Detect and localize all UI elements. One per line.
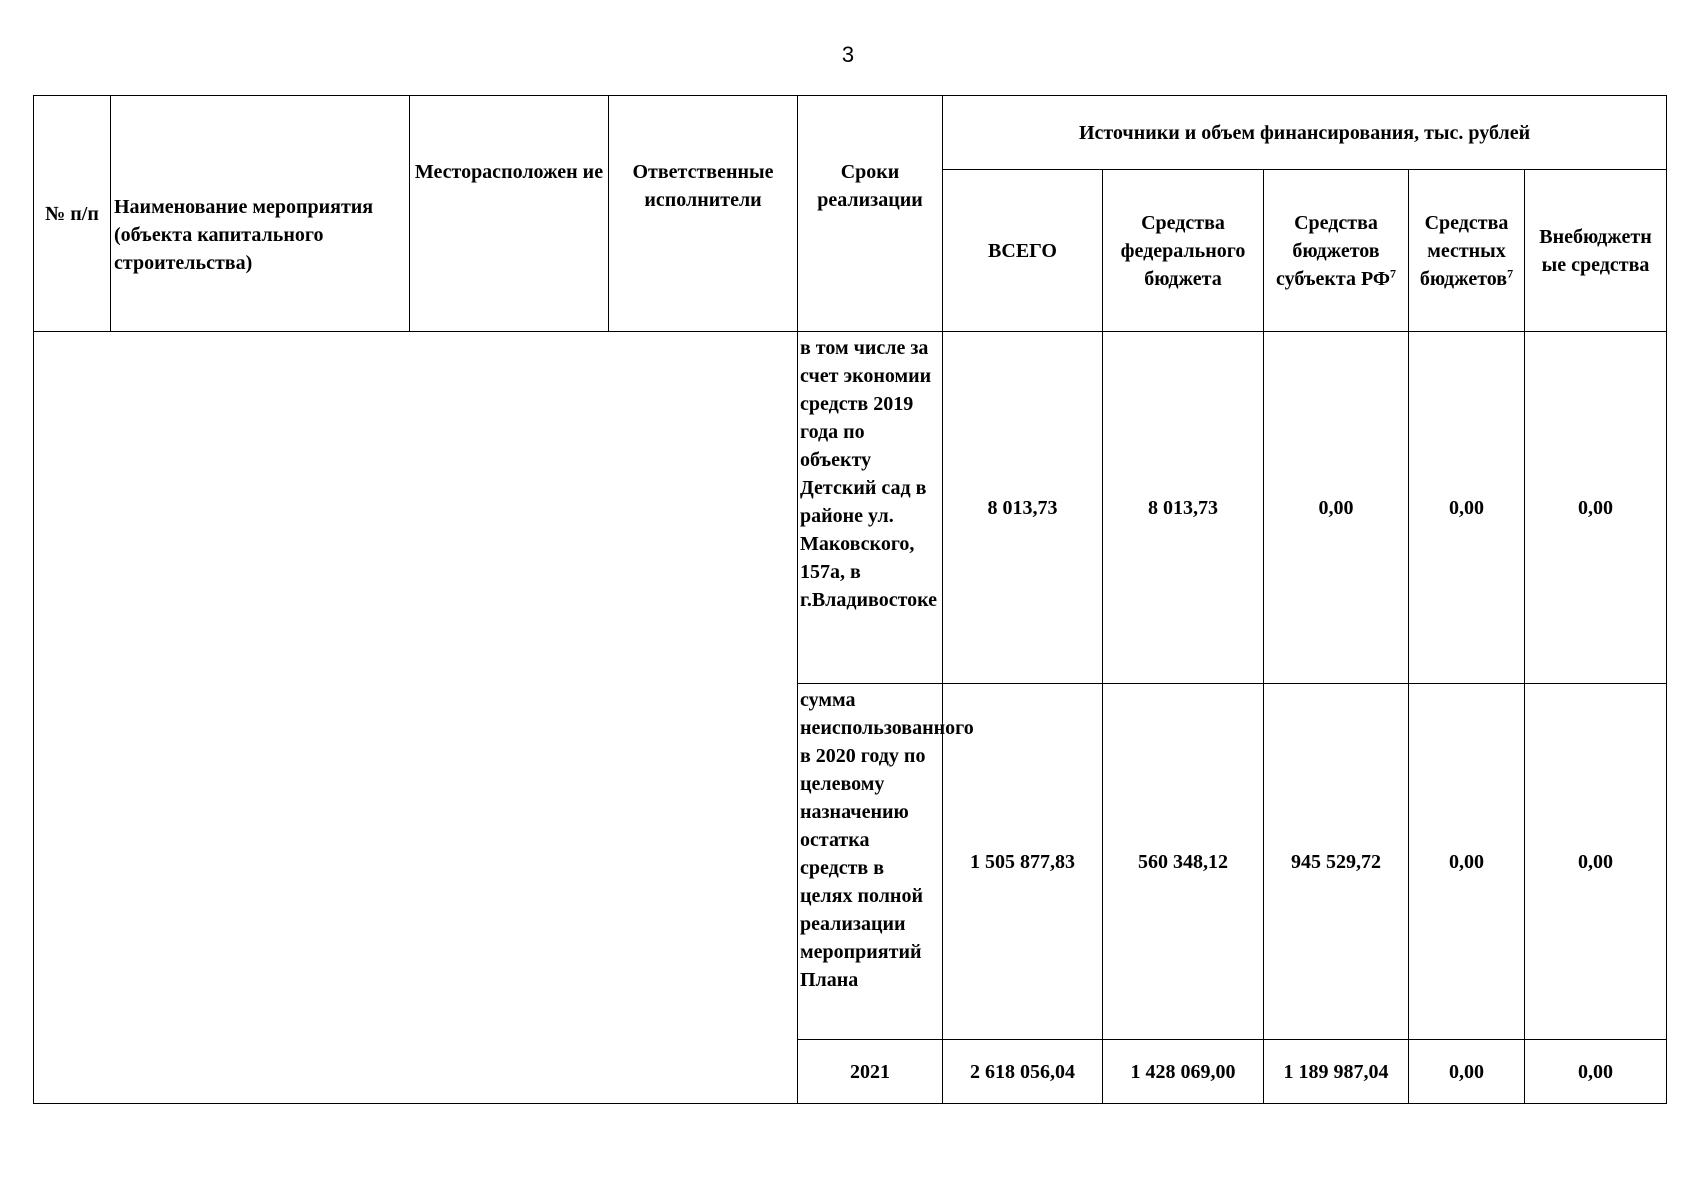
row-extra: 0,00: [1525, 684, 1667, 1040]
row-local: 0,00: [1409, 332, 1525, 684]
header-sources-group: Источники и объем финансирования, тыс. рублей: [943, 96, 1667, 170]
header-location: Месторасположен ие: [410, 96, 609, 332]
row-extra: 0,00: [1525, 332, 1667, 684]
row-term: 2021: [798, 1040, 943, 1104]
header-num: № п/п: [34, 96, 111, 332]
header-subject-label: Средства бюджетов субъекта РФ: [1275, 211, 1391, 290]
header-local-footnote: 7: [1507, 265, 1514, 280]
row-total: 1 505 877,83: [943, 684, 1103, 1040]
header-extra: Внебюджетн ые средства: [1525, 170, 1667, 332]
row-subject: 945 529,72: [1264, 684, 1409, 1040]
row-local: 0,00: [1409, 1040, 1525, 1104]
row-federal: 8 013,73: [1103, 332, 1264, 684]
row-term: сумма неиспользованного в 2020 году по целевому назначению остатка средств в целях полной реализации мероприятий Плана: [798, 684, 943, 1040]
header-name: Наименование мероприятия (объекта капитального строительства): [111, 96, 410, 332]
header-total: ВСЕГО: [943, 170, 1103, 332]
header-local-label: Средства местных бюджетов: [1419, 211, 1509, 290]
header-local: [1409, 170, 1525, 332]
table-row: [34, 332, 1667, 684]
header-subject-footnote: 7: [1390, 265, 1397, 280]
row-extra: 0,00: [1525, 1040, 1667, 1104]
header-terms: Сроки реализации: [798, 96, 943, 332]
row-federal: 1 428 069,00: [1103, 1040, 1264, 1104]
row-local: 0,00: [1409, 684, 1525, 1040]
row-federal: 560 348,12: [1103, 684, 1264, 1040]
financing-table: [33, 95, 1667, 1104]
row-term: в том числе за счет экономии средств 2019 года по объекту Детский сад в районе ул. Маковского, 157а, в г.Владивостоке: [798, 332, 943, 684]
header-responsible: Ответственные исполнители: [609, 96, 798, 332]
header-subject: [1264, 170, 1409, 332]
page-number: 3: [841, 42, 855, 67]
table-header-row: [34, 96, 1667, 170]
row-subject: 1 189 987,04: [1264, 1040, 1409, 1104]
merged-empty-cell: [34, 332, 798, 1104]
row-subject: 0,00: [1264, 332, 1409, 684]
row-total: 2 618 056,04: [943, 1040, 1103, 1104]
row-total: 8 013,73: [943, 332, 1103, 684]
header-federal: Средства федерального бюджета: [1103, 170, 1264, 332]
